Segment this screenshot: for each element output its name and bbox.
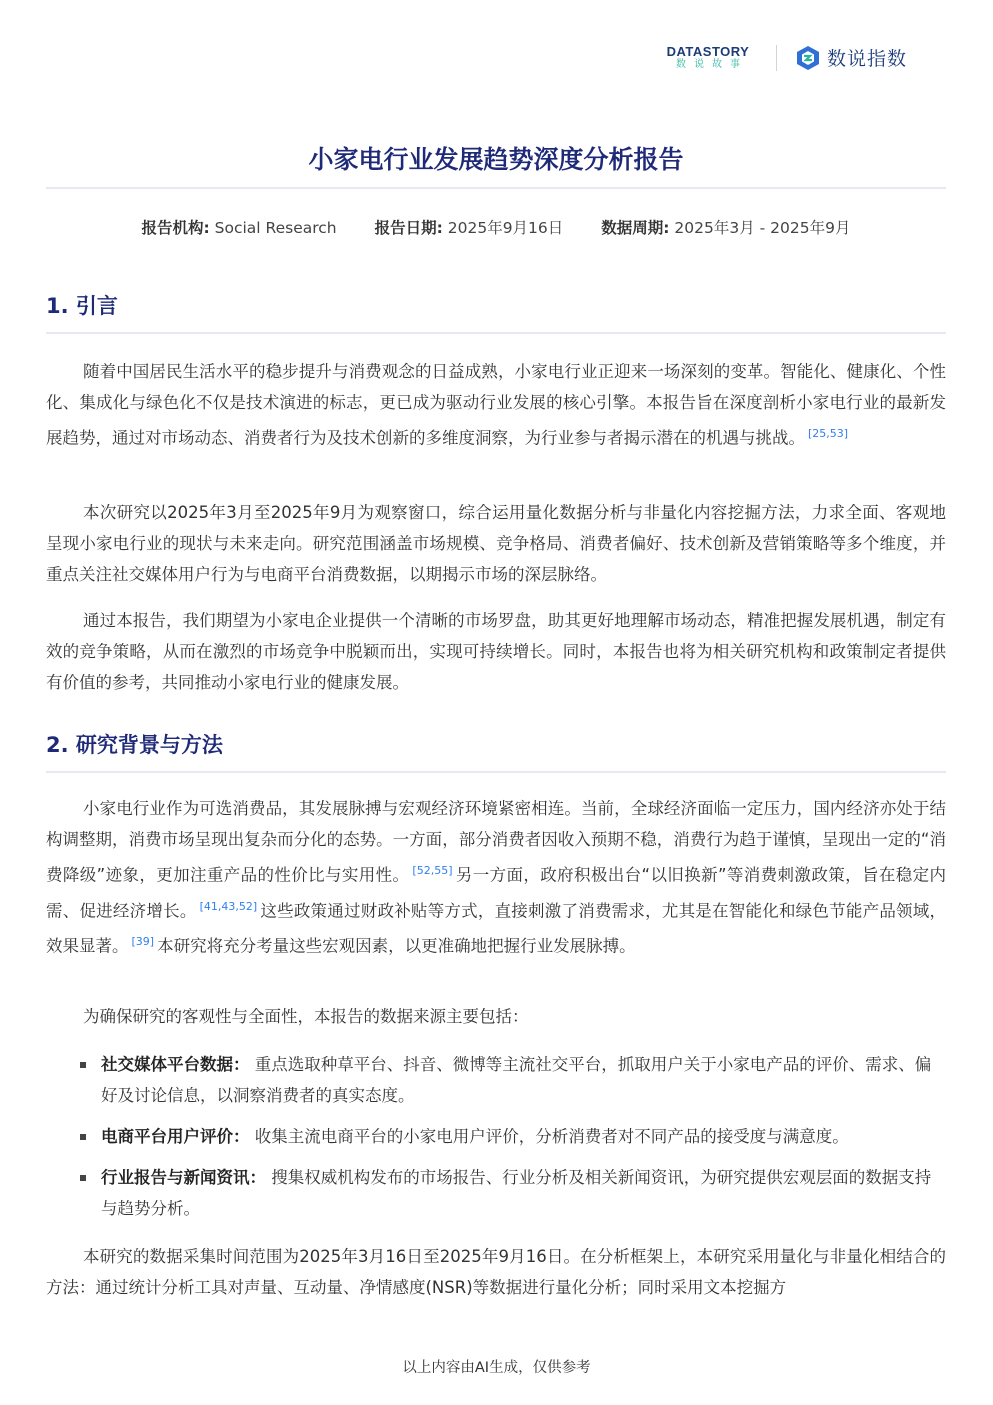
header-divider xyxy=(776,45,777,71)
meta-period-label: 数据周期: xyxy=(601,219,670,237)
meta-org-value: Social Research xyxy=(214,219,337,237)
bullet-square-icon xyxy=(80,1175,86,1181)
section-2-paragraph-1-text-b: 另一方面，政府积极出台“以旧换新”等消费刺激政策，旨在稳定内需、促进经济增长。 xyxy=(46,865,946,920)
meta-date xyxy=(375,216,564,238)
section-2-paragraph-2: 为确保研究的客观性与全面性，本报告的数据来源主要包括： xyxy=(83,1007,529,1026)
title-divider xyxy=(46,187,946,189)
list-item xyxy=(80,1121,946,1152)
bullet-square-icon xyxy=(80,1062,86,1068)
shuoshuo-index-logo xyxy=(795,44,907,71)
datastory-logo-subtext: 数说故事 xyxy=(675,58,748,70)
citation[interactable]: [52,55] xyxy=(412,864,453,877)
report-meta xyxy=(46,216,946,238)
list-item-label: 社交媒体平台数据： xyxy=(101,1055,250,1074)
list-item xyxy=(80,1049,946,1111)
list-item-text: 重点选取种草平台、抖音、微博等主流社交平台，抓取用户关于小家电产品的评价、需求、偏好及讨论信息，以洞察消费者的真实态度。 xyxy=(101,1055,932,1105)
section-1-paragraph-2: 本次研究以2025年3月至2025年9月为观察窗口，综合运用量化数据分析与非量化内容挖掘方法，力求全面、客观地呈现小家电行业的现状与未来走向。研究范围涵盖市场规模、竞争格局、消费者偏好、技术创新及营销策略等多个维度，并重点关注社交媒体用户行为与电商平台消费数据，以期揭示市场的深层脉络。 xyxy=(46,503,946,584)
section-2-paragraph-1 xyxy=(46,793,946,962)
meta-period xyxy=(601,216,850,238)
citation[interactable]: [41,43,52] xyxy=(199,899,258,913)
list-item-text: 收集主流电商平台的小家电用户评价，分析消费者对不同产品的接受度与满意度。 xyxy=(254,1127,849,1146)
meta-date-label: 报告日期: xyxy=(374,219,443,237)
list-item-label: 电商平台用户评价： xyxy=(101,1127,250,1146)
shuoshuo-logo-text: 数说指数 xyxy=(826,48,907,70)
section-1-paragraph-1-text: 随着中国居民生活水平的稳步提升与消费观念的日益成熟，小家电行业正迎来一场深刻的变革。智能化、健康化、个性化、集成化与绿色化不仅是技术演进的标志，更已成为驱动行业发展的核心引擎。本报告旨在深度剖析小家电行业的最新发展趋势，通过对市场动态、消费者行为及技术创新的多维度洞察，为行业参与者揭示潜在的机遇与挑战。 xyxy=(46,362,946,448)
datastory-logo-text: DATASTORY xyxy=(666,43,750,59)
data-source-list xyxy=(80,1049,946,1234)
meta-period-value: 2025年3月 - 2025年9月 xyxy=(674,219,851,237)
section-2-paragraph-1-text-c: 这些政策通过财政补贴等方式，直接刺激了消费需求，尤其是在智能化和绿色节能产品领域，效果显著。 xyxy=(46,901,947,956)
section-2-paragraph-1-text-d: 本研究将充分考量这些宏观因素，以更准确地把握行业发展脉搏。 xyxy=(157,936,636,956)
citation[interactable]: [39] xyxy=(131,935,155,948)
section-1-divider xyxy=(46,332,946,334)
report-title: 小家电行业发展趋势深度分析报告 xyxy=(308,145,684,174)
page-header xyxy=(658,44,907,71)
list-item xyxy=(80,1162,946,1224)
meta-org-label: 报告机构: xyxy=(141,219,210,237)
bullet-square-icon xyxy=(80,1134,86,1140)
section-2-heading: 2. 研究背景与方法 xyxy=(46,733,223,757)
meta-org xyxy=(141,216,336,238)
citation[interactable]: [25,53] xyxy=(808,427,849,440)
section-1-paragraph-1 xyxy=(46,356,946,454)
footer-disclaimer: 以上内容由AI生成，仅供参考 xyxy=(402,1360,591,1376)
meta-date-value: 2025年9月16日 xyxy=(447,219,564,237)
section-1-heading: 1. 引言 xyxy=(46,294,118,318)
section-1-paragraph-3: 通过本报告，我们期望为小家电企业提供一个清晰的市场罗盘，助其更好地理解市场动态，精准把握发展机遇，制定有效的竞争策略，从而在激烈的市场竞争中脱颖而出，实现可持续增长。同时，本报告也将为相关研究机构和政策制定者提供有价值的参考，共同推动小家电行业的健康发展。 xyxy=(46,611,946,692)
datastory-logo xyxy=(658,45,758,71)
list-item-text: 搜集权威机构发布的市场报告、行业分析及相关新闻资讯，为研究提供宏观层面的数据支持与趋势分析。 xyxy=(101,1168,932,1218)
section-2-paragraph-3: 本研究的数据采集时间范围为2025年3月16日至2025年9月16日。在分析框架上，本研究采用量化与非量化相结合的方法：通过统计分析工具对声量、互动量、净情感度(NSR)等数据进行量化分析；同时采用文本挖掘方 xyxy=(46,1247,946,1297)
section-2-paragraph-1-text-a: 小家电行业作为可选消费品，其发展脉搏与宏观经济环境紧密相连。当前，全球经济面临一定压力，国内经济亦处于结构调整期，消费市场呈现出复杂而分化的态势。一方面，部分消费者因收入预期不稳，消费行为趋于谨慎，呈现出一定的“消费降级”迹象，更加注重产品的性价比与实用性。 xyxy=(46,799,946,885)
list-item-label: 行业报告与新闻资讯： xyxy=(101,1168,266,1187)
section-2-divider xyxy=(46,771,946,773)
report-title-block xyxy=(46,140,946,180)
shuoshuo-logo-icon xyxy=(795,45,821,71)
